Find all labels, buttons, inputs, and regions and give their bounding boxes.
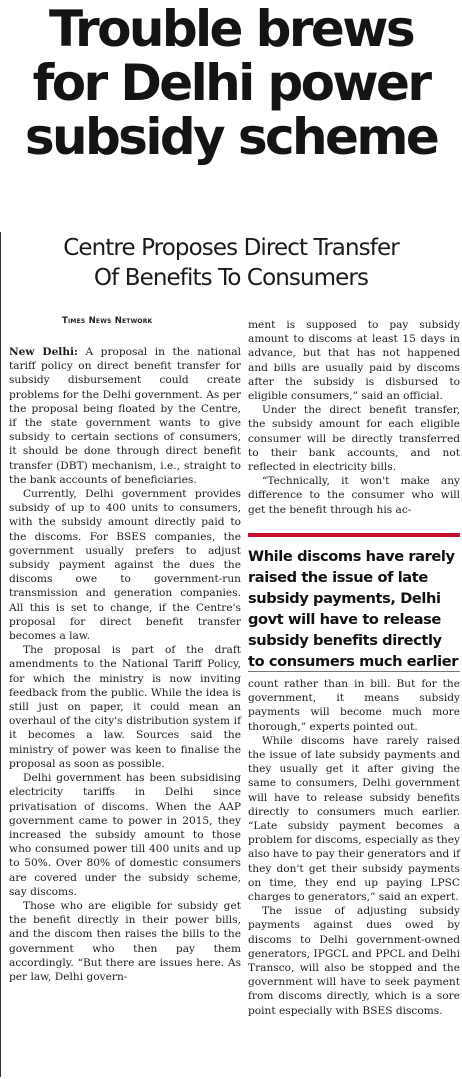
paragraph: The issue of adjusting subsidy payments against dues owed by discoms to Delhi government-owned generators, IPGCL and PPCL and Delhi Transco, will also be stopped and the government will have to seek payment from discoms directly, which is a sore point especially with BSES discoms. bbox=[248, 905, 460, 1017]
headline-line-1: Trouble brews bbox=[49, 0, 413, 58]
dateline: New Delhi: bbox=[9, 346, 78, 358]
byline: Times News Network bbox=[62, 316, 153, 326]
subheadline-line-1: Centre Proposes Direct Transfer bbox=[63, 235, 399, 261]
paragraph-text: A proposal in the national tariff policy on direct benefit transfer for subsidy disbursement could create problems for the Delhi government. As per the proposal being floated by the Centre, if the state government wants to give subsidy to certain sections of consumers, it should be done through direct benefit transfer (DBT) mechanism, i.e., straight to the bank accounts of beneficiaries. bbox=[9, 346, 241, 486]
paragraph: Under the direct benefit transfer, the subsidy amount for each eligible consumer will be directly transferred to their bank accounts, and not reflected in electricity bills. bbox=[248, 404, 460, 474]
article-column-right-bottom bbox=[248, 677, 460, 1018]
subheadline bbox=[0, 233, 462, 293]
paragraph: Those who are eligible for subsidy get the benefit directly in their power bills, and the discom then raises the bills to the government who then pay them accordingly. “But there are issues here. As per law, Delhi govern- bbox=[9, 899, 241, 983]
article-column-left bbox=[9, 345, 241, 984]
left-column-rule bbox=[0, 232, 1, 1077]
subheadline-line-2: Of Benefits To Consumers bbox=[93, 265, 369, 291]
paragraph: “Technically, it won't make any difference to the consumer who will get the benefit through his ac- bbox=[248, 475, 460, 516]
paragraph: Delhi government has been subsidising electricity tariffs in Delhi since privatisation of discoms. When the AAP government came to power in 2015, they increased the subsidy amount to those who consumed power till 400 units and up to 50%. Over 80% of domestic consumers are covered under the subsidy scheme, say discoms. bbox=[9, 772, 241, 898]
pull-quote-divider bbox=[248, 671, 460, 672]
headline-line-3: subsidy scheme bbox=[24, 108, 438, 166]
paragraph: ment is supposed to pay subsidy amount to discoms at least 15 days in advance, but that has not happened and bills are usually paid by discoms after the subsidy is disbursed to eligible consumers,” said an official. bbox=[248, 319, 460, 403]
paragraph: While discoms have rarely raised the issue of late subsidy payments and they usually get it after giving the same to consumers, Delhi government will have to release subsidy benefits directly to consumers much earlier. “Late subsidy payment becomes a problem for discoms, especially as they also have to pay their generators and if they don't get their subsidy payments on time, they end up paying LPSC charges to generators,” said an expert. bbox=[248, 734, 460, 904]
pull-quote: While discoms have rarely raised the issue of late subsidy payments, Delhi govt will have to release subsidy benefits directly to consumers much earlier bbox=[248, 533, 460, 672]
paragraph: Currently, Delhi government provides subsidy of up to 400 units to consumers, with the subsidy amount directly paid to the discoms. For BSES companies, the government usually prefers to adjust subsidy payment against the dues the discoms owe to government-run transmission and generation companies. All this is set to change, if the Centre's proposal for direct benefit transfer becomes a law. bbox=[9, 488, 241, 643]
paragraph bbox=[9, 345, 241, 487]
headline-line-2: for Delhi power bbox=[32, 54, 430, 112]
headline bbox=[0, 2, 462, 164]
paragraph: The proposal is part of the draft amendments to the National Tariff Policy, for which the ministry is now inviting feedback from the public. While the idea is still just on paper, it could mean an overhaul of the city's distribution system if it becomes a law. Sources said the ministry of power was keen to finalise the proposal as soon as possible. bbox=[9, 644, 241, 770]
paragraph: count rather than in bill. But for the government, it means subsidy payments will become much more thorough,” experts pointed out. bbox=[248, 678, 460, 733]
article-column-right-top bbox=[248, 318, 460, 517]
